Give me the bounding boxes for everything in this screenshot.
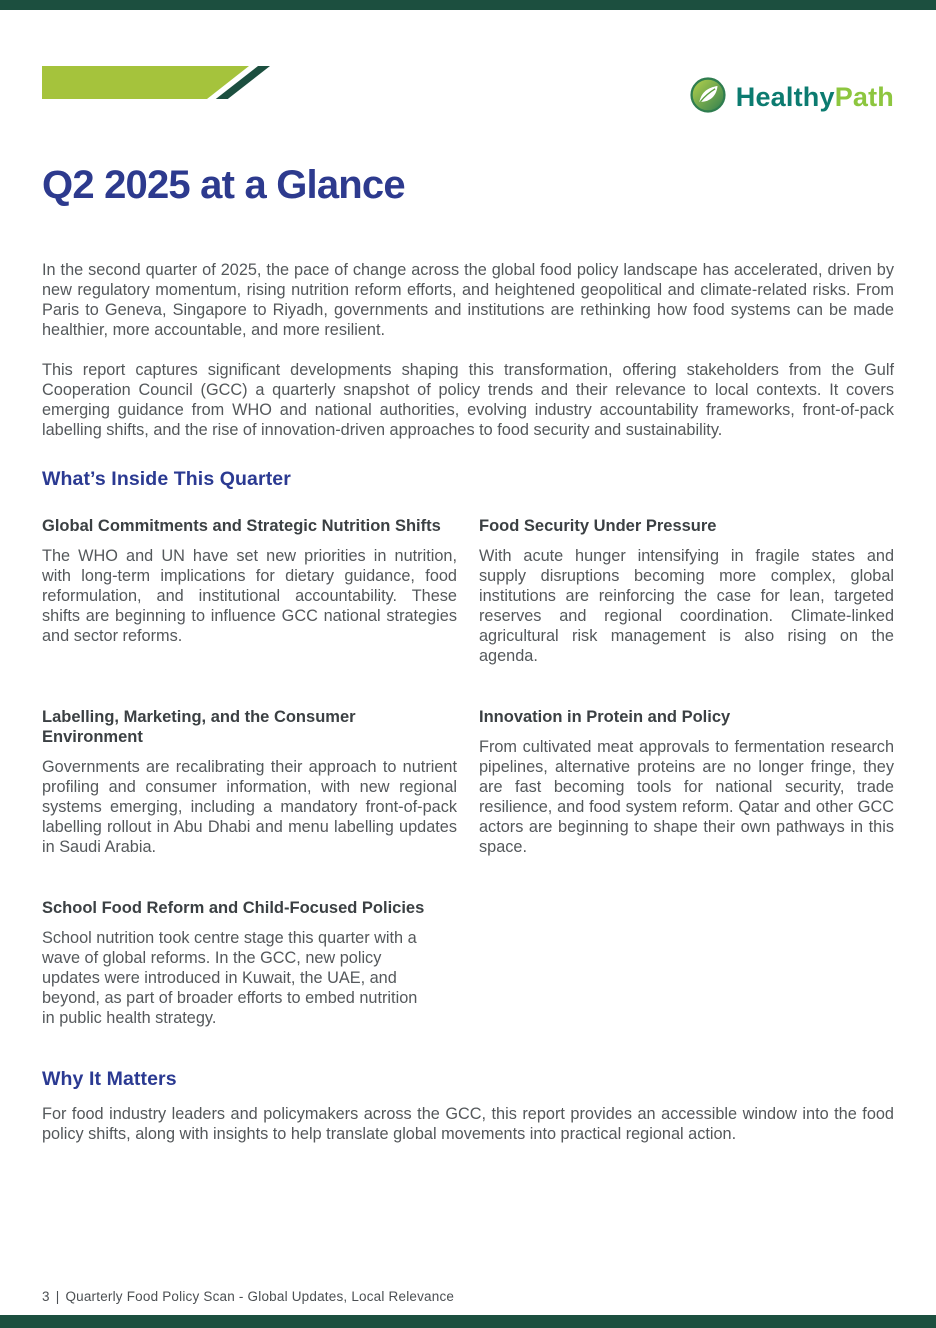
brand-name-primary: Healthy — [735, 82, 835, 112]
whats-inside-heading: What’s Inside This Quarter — [42, 468, 291, 491]
why-it-matters-body: For food industry leaders and policymakers across the GCC, this report provides an accessible window into the food policy shifts, along with insights to help translate global movements into practical regional action. — [42, 1105, 894, 1144]
bottom-accent-bar — [0, 1315, 936, 1328]
footer-text: Quarterly Food Policy Scan - Global Updates, Local Relevance — [65, 1289, 455, 1304]
footer-separator: | — [55, 1289, 60, 1304]
item-title: Food Security Under Pressure — [479, 517, 717, 536]
top-accent-bar — [0, 0, 936, 10]
page-header — [0, 66, 936, 119]
item-title: Global Commitments and Strategic Nutrition Shifts — [42, 517, 441, 536]
item-title: Innovation in Protein and Policy — [479, 708, 731, 727]
footer-page-number: 3 — [42, 1289, 50, 1304]
item-body: From cultivated meat approvals to fermentation research pipelines, alternative proteins are no longer fringe, they are fast becoming tools for national security, trade resilience, and food system reform. Qatar and other GCC actors are beginning to shape their own pathways in this space. — [479, 738, 894, 857]
inside-item-school-food — [42, 899, 457, 1028]
inside-item-global-commitments — [42, 517, 457, 666]
brand-name — [736, 82, 894, 113]
intro-paragraph-2: This report captures significant developments shaping this transformation, offering stakeholders from the Gulf Cooperation Council (GCC) a quarterly snapshot of policy trends and their relevance to local contexts. It covers emerging guidance from WHO and national authorities, evolving industry accountability frameworks, front-of-pack labelling shifts, and the rise of innovation-driven approaches to food security and sustainability. — [42, 361, 894, 440]
page-footer — [42, 1289, 454, 1304]
item-body: Governments are recalibrating their approach to nutrient profiling and consumer information, with new regional systems emerging, including a mandatory front-of-pack labelling rollout in Abu Dhabi and menu labelling updates in Saudi Arabia. — [42, 757, 457, 856]
item-body: School nutrition took centre stage this quarter with a wave of global reforms. In the GCC, new policy updates were introduced in Kuwait, the UAE, and beyond, as part of broader efforts to embed nutrition in public health strategy. — [42, 929, 418, 1028]
page-content — [0, 163, 936, 1144]
item-body: With acute hunger intensifying in fragile states and supply disruptions becoming more complex, global institutions are reinforcing the case for lean, targeted reserves and regional coordination. Climate-linked agricultural risk management is also rising on the agenda. — [479, 547, 894, 666]
page-title: Q2 2025 at a Glance — [42, 163, 405, 207]
item-title: School Food Reform and Child-Focused Policies — [42, 899, 425, 918]
leaf-icon — [689, 76, 727, 119]
brand-logo — [689, 76, 894, 119]
item-title: Labelling, Marketing, and the Consumer Environment — [42, 708, 356, 747]
item-body: The WHO and UN have set new priorities in nutrition, with long-term implications for dietary guidance, food reformulation, and institutional accountability. These shifts are beginning to influence GCC national strategies and sector reforms. — [42, 547, 457, 646]
whats-inside-grid — [42, 517, 894, 1028]
inside-item-labelling — [42, 708, 457, 857]
header-accent-shape — [42, 66, 342, 99]
intro-paragraph-1: In the second quarter of 2025, the pace of change across the global food policy landscape has accelerated, driven by new regulatory momentum, rising nutrition reform efforts, and heightened geopolitical and climate-related risks. From Paris to Geneva, Singapore to Riyadh, governments and institutions are rethinking how food systems can be made healthier, more accountable, and more resilient. — [42, 261, 894, 340]
inside-item-innovation — [479, 708, 894, 857]
inside-item-food-security — [479, 517, 894, 666]
brand-name-secondary: Path — [834, 82, 894, 112]
why-it-matters-heading: Why It Matters — [42, 1068, 177, 1091]
green-flag-bar — [42, 66, 249, 99]
